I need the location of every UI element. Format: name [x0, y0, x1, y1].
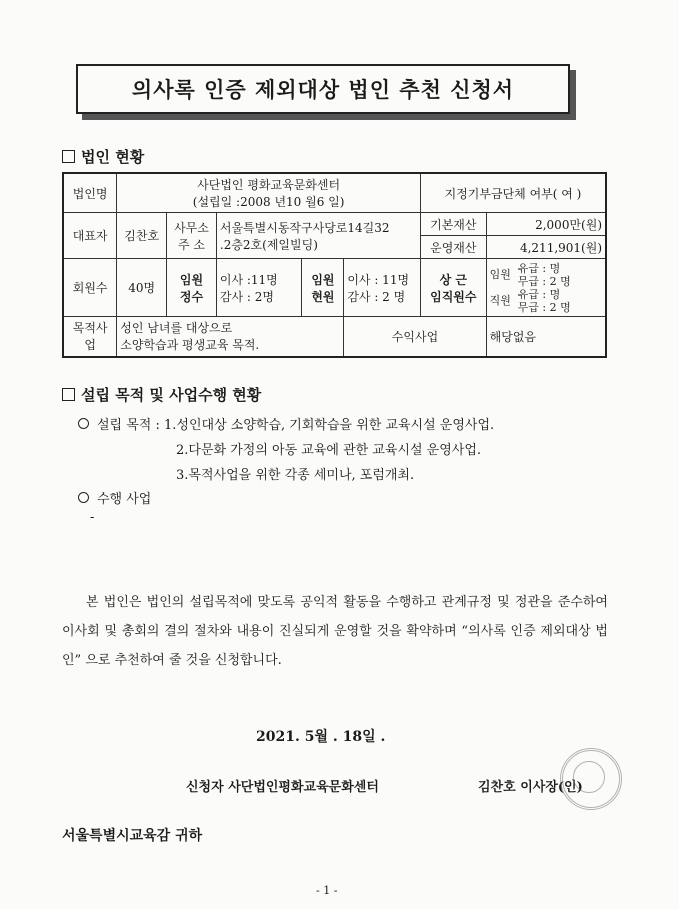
ft-officer-values	[518, 262, 571, 288]
fulltime-label-line2: 임직원수	[430, 289, 477, 304]
current-label-line2: 현원	[311, 289, 335, 304]
business-heading: 수행 사업	[97, 492, 152, 507]
name-label: 법인명	[63, 173, 117, 213]
corporation-info-table	[62, 172, 607, 358]
donation-status: 지정기부금단체 여부( 여 )	[420, 173, 606, 213]
purpose-line2: 소양학습과 평생교육 목적.	[120, 338, 260, 353]
members-label: 회원수	[63, 259, 117, 317]
section-title: 설립 목적 및 사업수행 현황	[81, 386, 262, 404]
profit-label: 수익사업	[344, 317, 486, 357]
current-label-line1: 임원	[311, 272, 335, 287]
ft-staff-paid: 유급 : 명	[517, 287, 561, 301]
ft-staff-row	[490, 288, 602, 314]
section-title: 법인 현황	[81, 148, 145, 166]
official-seal-stamp	[560, 748, 622, 810]
op-asset-value: 4,211,901(원)	[486, 236, 606, 259]
establishment-date: (설립일 :2008 년10 월6 일)	[192, 195, 345, 209]
current-director: 이사 : 11명	[347, 272, 410, 287]
purpose-heading-line	[78, 414, 494, 433]
rep-value: 김찬호	[117, 213, 167, 259]
business-heading-line	[78, 488, 151, 507]
quota-auditor: 감사 : 2명	[219, 289, 274, 304]
application-date: 2021. 5월 . 18일 .	[256, 729, 386, 745]
fulltime-values	[486, 259, 606, 317]
quota-director: 이사 :11명	[219, 272, 278, 287]
ft-officer-row	[490, 262, 602, 288]
bullet-circle-icon	[78, 418, 89, 429]
bullet-circle-icon	[78, 492, 89, 503]
ft-officer-label: 임원	[489, 267, 511, 281]
address-line2: .2층2호(제일빌딩)	[219, 237, 318, 252]
checkbox-square-icon	[62, 150, 75, 163]
business-dash: -	[90, 510, 95, 525]
quota-label-line1: 임원	[179, 272, 204, 287]
quota-label-line2: 정수	[179, 289, 204, 304]
officer-quota-label	[167, 259, 217, 317]
address-line1: 서울특별시동작구사당로14길32	[219, 220, 390, 235]
ft-staff-label: 직원	[489, 293, 511, 307]
ft-officer-paid: 유급 : 명	[517, 261, 561, 275]
pledge-paragraph: 본 법인은 법인의 설립목적에 맞도록 공익적 활동을 수행하고 관계규정 및 정관을 준수하여 이사회 및 총회의 결의 절차와 내용이 진실되게 운영할 것을 확약하며 “의사록 인증 제외대상 법인” 으로 추천하여 줄 것을 신청합니다.	[62, 595, 608, 668]
rep-label: 대표자	[63, 213, 117, 259]
office-address	[216, 213, 420, 259]
corporation-name: 사단법인 평화교육문화센터	[197, 178, 341, 192]
purpose-label: 목적사업	[63, 317, 117, 357]
name-value-cell	[117, 173, 421, 213]
document-title-box	[76, 64, 570, 114]
addressee: 서울특별시교육감 귀하	[62, 828, 203, 844]
office-label	[167, 213, 217, 259]
checkbox-square-icon	[62, 388, 75, 401]
office-label-line2: 주 소	[177, 237, 205, 252]
officer-quota-values	[216, 259, 302, 317]
representative: 김찬호 이사장(인)	[478, 780, 583, 795]
purpose-value	[117, 317, 344, 357]
basic-asset-label: 기본재산	[420, 213, 486, 236]
officer-current-values	[344, 259, 421, 317]
fulltime-label-line1: 상 근	[439, 272, 467, 287]
ft-officer-unpaid: 무급 : 2 명	[517, 274, 571, 288]
section-corporation-status	[62, 146, 144, 167]
current-auditor: 감사 : 2 명	[347, 289, 406, 304]
document-title: 의사록 인증 제외대상 법인 추천 신청서	[131, 78, 515, 102]
basic-asset-value: 2,000만(원)	[486, 213, 606, 236]
purpose-item-2: 2.다문화 가정의 아동 교육에 관한 교육시설 운영사업.	[176, 443, 482, 458]
section-purpose-status	[62, 384, 261, 405]
ft-staff-values	[518, 288, 571, 314]
profit-value: 해당없음	[486, 317, 606, 357]
fulltime-label	[420, 259, 486, 317]
purpose-line1: 성인 남녀를 대상으로	[120, 321, 233, 336]
ft-staff-unpaid: 무급 : 2 명	[517, 300, 571, 314]
op-asset-label: 운영재산	[420, 236, 486, 259]
officer-current-label	[302, 259, 344, 317]
purpose-item-3: 3.목적사업을 위한 각종 세미나, 포럼개최.	[176, 468, 415, 483]
members-value: 40명	[117, 259, 167, 317]
office-label-line1: 사무소	[174, 220, 209, 235]
purpose-heading: 설립 목적 : 1.성인대상 소양학습, 기회학습을 위한 교육시설 운영사업.	[97, 418, 495, 433]
applicant: 신청자 사단법인평화교육문화센터	[186, 780, 379, 795]
page-number: - 1 -	[316, 884, 338, 897]
